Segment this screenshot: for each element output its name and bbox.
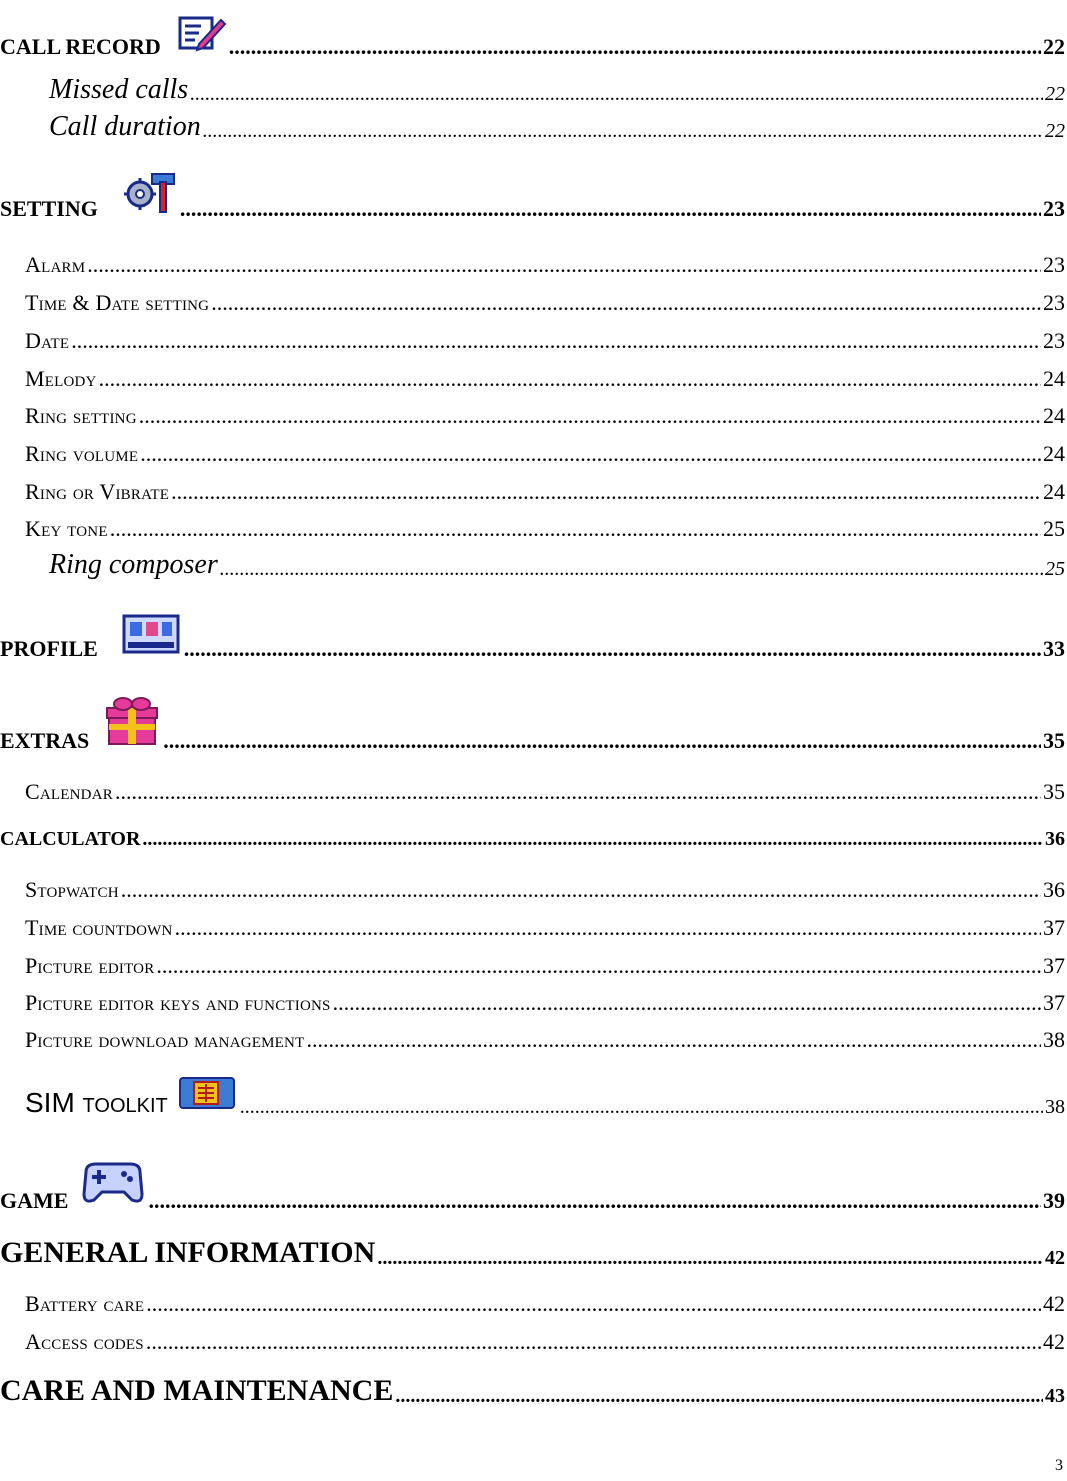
toc-entry-page: 24 <box>1043 479 1065 504</box>
toc-entry-missed-calls[interactable] <box>49 74 1065 106</box>
toc-entry-page: 38 <box>1043 1027 1065 1052</box>
toc-entry-title: CALCULATOR <box>0 828 141 850</box>
toc-entry-title: Calendar <box>25 779 113 804</box>
toc-entry-title: Time countdown <box>25 915 173 940</box>
toc-entry-page: 35 <box>1043 728 1065 753</box>
toc-entry-title: Picture editor keys and functions <box>25 990 331 1015</box>
toc-entry-time-date-setting[interactable] <box>25 290 1065 316</box>
toc-entry-title: Date <box>25 328 70 353</box>
toc-entry-page: 42 <box>1043 1291 1065 1316</box>
toc-entry-title: Ring volume <box>25 441 139 466</box>
toc-entry-title: EXTRAS <box>0 728 90 753</box>
toc-entry-page: 36 <box>1043 877 1065 902</box>
toc-entry-title: GENERAL INFORMATION <box>0 1236 376 1269</box>
toc-entry-page: 22 <box>1043 34 1065 59</box>
toc-entry-title: Melody <box>25 366 97 391</box>
toc-entry-title: Missed calls <box>49 74 189 105</box>
toc-entry-page: 22 <box>1045 83 1065 105</box>
toc-entry-page: 24 <box>1043 366 1065 391</box>
toc-entry-title: Access codes <box>25 1329 144 1354</box>
toc-entry-page: 23 <box>1043 290 1065 315</box>
settings-tools-icon <box>120 170 178 222</box>
toc-entry-date[interactable] <box>25 328 1065 354</box>
toc-entry-page: 36 <box>1045 828 1065 850</box>
toc-entry-alarm[interactable] <box>25 252 1065 278</box>
toc-entry-time-countdown[interactable] <box>25 915 1065 941</box>
toc-entry-calculator[interactable] <box>0 828 1065 851</box>
toc-entry-picture-editor-keys[interactable] <box>25 990 1065 1016</box>
toc-entry-page: 24 <box>1043 441 1065 466</box>
toc-entry-extras[interactable] <box>0 694 1065 754</box>
toc-entry-melody[interactable] <box>25 366 1065 392</box>
toc-entry-title: GAME <box>0 1188 69 1213</box>
toc-entry-page: 23 <box>1043 252 1065 277</box>
toc-entry-setting[interactable] <box>0 170 1065 222</box>
toc-entry-title: Alarm <box>25 252 86 277</box>
toc-entry-calendar[interactable] <box>25 779 1065 805</box>
toc-entry-ring-composer[interactable] <box>49 549 1065 581</box>
toc-entry-sim-toolkit[interactable] <box>25 1074 1065 1119</box>
toc-entry-page: 25 <box>1043 516 1065 541</box>
toc-entry-page: 42 <box>1045 1247 1065 1269</box>
sim-card-icon <box>178 1074 238 1119</box>
toc-entry-page: 39 <box>1043 1188 1065 1213</box>
toc-entry-ring-setting[interactable] <box>25 403 1065 429</box>
toc-entry-title: Stopwatch <box>25 877 119 902</box>
edit-note-icon <box>177 14 227 60</box>
toc-entry-battery-care[interactable] <box>25 1291 1065 1317</box>
toc-entry-title: Ring or Vibrate <box>25 479 170 504</box>
gamepad-icon <box>80 1158 146 1214</box>
toc-entry-title: SETTING <box>0 196 98 221</box>
gift-icon <box>103 694 161 754</box>
toc-entry-care-and-maintenance[interactable] <box>0 1374 1065 1408</box>
toc-entry-title: PROFILE <box>0 636 98 661</box>
toc-entry-key-tone[interactable] <box>25 516 1065 542</box>
toc-entry-title: SIM toolkit <box>25 1087 168 1118</box>
toc-entry-title: Picture editor <box>25 953 155 978</box>
toc-entry-call-record[interactable] <box>0 14 1065 60</box>
toc-entry-title: Ring composer <box>49 549 218 580</box>
toc-entry-picture-editor[interactable] <box>25 953 1065 979</box>
toc-entry-ring-or-vibrate[interactable] <box>25 479 1065 505</box>
toc-entry-page: 42 <box>1043 1329 1065 1354</box>
toc-entry-title: Battery care <box>25 1291 145 1316</box>
page-number: 3 <box>1055 1457 1063 1474</box>
toc-entry-page: 37 <box>1043 915 1065 940</box>
toc-entry-page: 23 <box>1043 196 1065 221</box>
toc-entry-title: Call duration <box>49 111 201 142</box>
profile-media-icon <box>122 612 182 662</box>
toc-entry-ring-volume[interactable] <box>25 441 1065 467</box>
toc-entry-page: 24 <box>1043 403 1065 428</box>
toc-entry-title: Key tone <box>25 516 108 541</box>
toc-entry-title: CALL RECORD <box>0 34 161 59</box>
toc-entry-profile[interactable] <box>0 612 1065 662</box>
toc-entry-page: 22 <box>1045 120 1065 142</box>
toc-entry-access-codes[interactable] <box>25 1329 1065 1355</box>
toc-entry-page: 33 <box>1043 636 1065 661</box>
toc-entry-page: 25 <box>1045 558 1065 580</box>
toc-entry-title: CARE AND MAINTENANCE <box>0 1374 394 1407</box>
toc-entry-title: Ring setting <box>25 403 137 428</box>
toc-entry-page: 23 <box>1043 328 1065 353</box>
toc-entry-title: Picture download management <box>25 1027 305 1052</box>
toc-entry-picture-download[interactable] <box>25 1027 1065 1053</box>
toc-entry-stopwatch[interactable] <box>25 877 1065 903</box>
toc-entry-page: 35 <box>1043 779 1065 804</box>
toc-entry-game[interactable] <box>0 1158 1065 1214</box>
toc-entry-call-duration[interactable] <box>49 111 1065 143</box>
toc-entry-page: 43 <box>1045 1385 1065 1407</box>
toc-entry-general-information[interactable] <box>0 1236 1065 1270</box>
toc-entry-page: 37 <box>1043 990 1065 1015</box>
toc-entry-page: 37 <box>1043 953 1065 978</box>
toc-entry-title: Time & Date setting <box>25 290 210 315</box>
toc-entry-page: 38 <box>1045 1096 1065 1118</box>
